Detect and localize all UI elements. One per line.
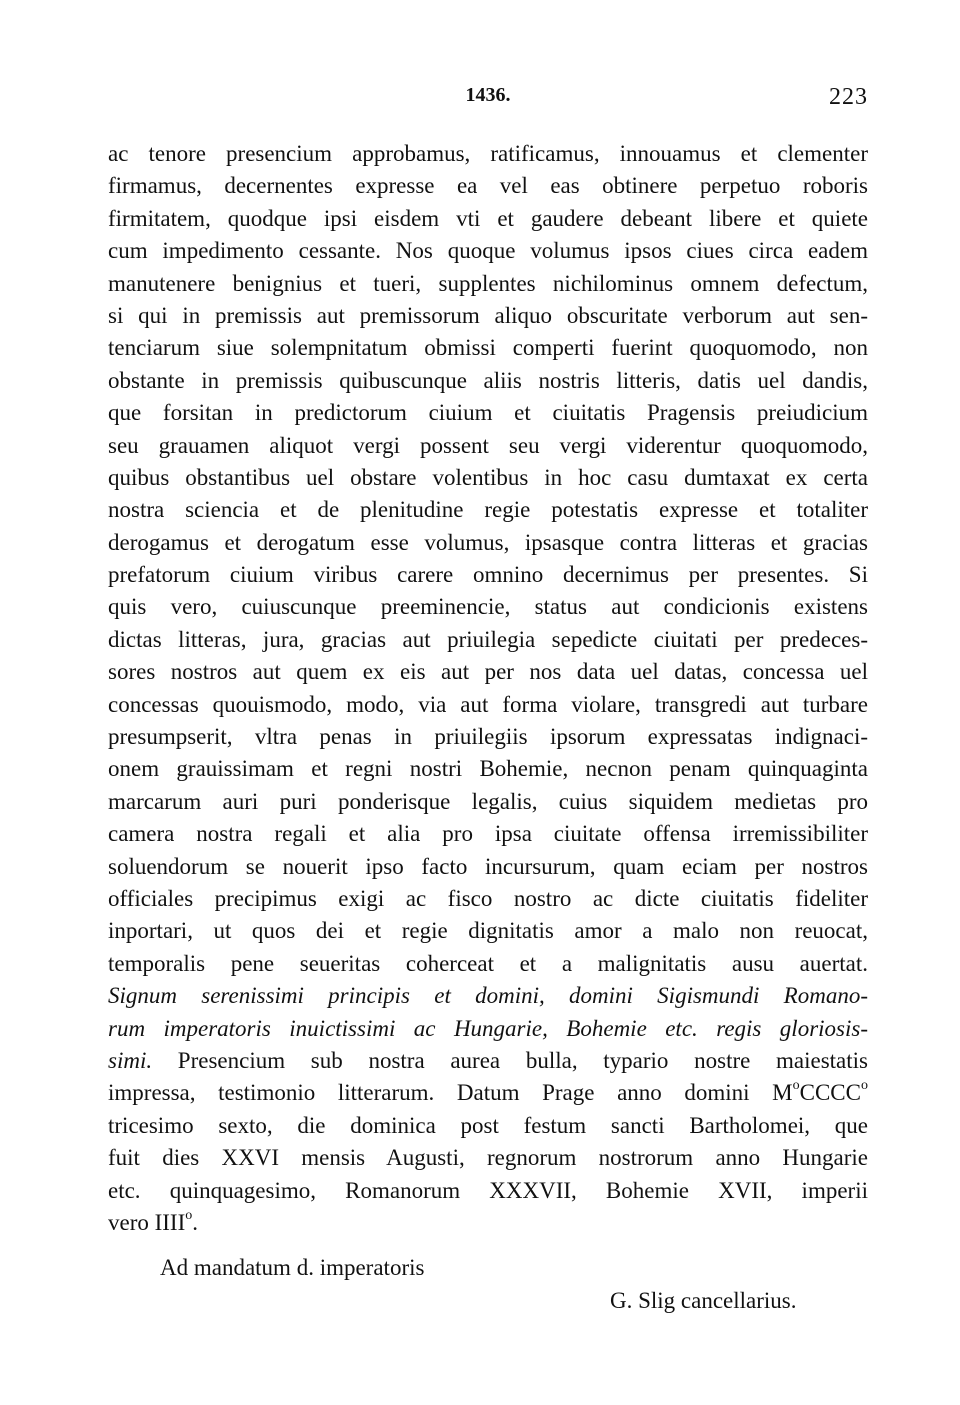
text-line: marcarum auri puri ponderisque legalis, cuius siquidem medietas pro — [108, 788, 868, 814]
text-line: si qui in premissis aut premissorum aliquo obscuritate verborum aut sen- — [108, 302, 868, 328]
text-line: tenciarum siue solempnitatum obmissi comperti fuerint quoquomodo, non — [108, 335, 868, 361]
date-year: $M^oCCCC^o$ — [772, 1078, 868, 1106]
running-header — [108, 84, 868, 114]
text-line: concessas quouismodo, modo, via aut forma violare, transgredi aut turbare — [108, 691, 868, 717]
text-line: temporalis pene seueritas coherceat et a malignitatis ausu auertat. — [108, 950, 868, 976]
text-line: camera nostra regali et alia pro ipsa ciuitate offensa irremissibiliter — [108, 821, 868, 847]
text-line: onem grauissimam et regni nostri Bohemie, necnon penam quinquaginta — [108, 756, 868, 782]
text-line: fuit dies XXVI mensis Augusti, regnorum nostrorum anno Hungarie — [108, 1145, 868, 1171]
signum-text: rum imperatoris inuictissimi ac Hungarie, Bohemie etc. regis gloriosis- — [108, 1015, 868, 1041]
text-line: prefatorum ciuium viribus carere omnino decernimus per presentes. Si — [108, 562, 868, 588]
text-line: tricesimo sexto, die dominica post festum sancti Bartholomei, que — [108, 1112, 868, 1138]
text-line: ac tenore presencium approbamus, ratificamus, innouamus et clementer — [108, 141, 868, 166]
header-year: 1436. — [465, 84, 511, 106]
text-line: quibus obstantibus uel obstare volentibus in hoc casu dumtaxat ex certa — [108, 464, 868, 490]
text-line — [108, 1045, 868, 1077]
page-number: 223 — [829, 84, 868, 110]
text-line — [108, 1077, 868, 1109]
text-line: officiales precipimus exigi ac fisco nostro ac dicte ciuitatis fideliter — [108, 885, 868, 911]
text-line: derogamus et derogatum esse volumus, ipsasque contra litteras et gracias — [108, 529, 868, 555]
text-line: soluendorum se nouerit ipso facto incursurum, quam eciam per nostros — [108, 853, 868, 879]
signum-line — [108, 1013, 868, 1045]
text-line: firmitatem, quodque ipsi eisdem vti et gaudere debeant libere et quiete — [108, 205, 868, 231]
signum-line — [108, 980, 868, 1012]
text-line: sores nostros aut quem ex eis aut per nos data uel datas, concessa uel — [108, 659, 868, 685]
charter-text — [108, 138, 868, 1239]
chancellor-signature: G. Slig cancellarius. — [610, 1288, 797, 1313]
text-line: firmamus, decernentes expresse ea vel eas obtinere perpetuo roboris — [108, 173, 868, 199]
text-line: seu grauamen aliquot vergi possent seu vergi viderentur quoquomodo, — [108, 432, 868, 458]
text-segment: Presencium sub nostra aurea bulla, typario nostre maiestatis — [152, 1047, 868, 1073]
text-line: que forsitan in predictorum ciuium et ciuitatis Pragensis preiudicium — [108, 400, 868, 426]
text-line: nostra sciencia et de plenitudine regie potestatis expresse et totaliter — [108, 497, 868, 523]
text-line: presumpserit, vltra penas in priuilegiis ipsorum expressatas indignaci- — [108, 724, 868, 750]
text-line: manutenere benignius et tueri, supplentes nichilominus omnem defectum, — [108, 270, 868, 296]
mandate-note: Ad mandatum d. imperatoris — [160, 1255, 425, 1280]
text-line: obstante in premissis quibuscunque aliis nostris litteris, datis uel dandis, — [108, 367, 868, 393]
signum-text: Signum serenissimi principis et domini, domini Sigismundi Romano- — [108, 983, 868, 1009]
text-line: quis vero, cuiuscunque preeminencie, status aut condicionis existens — [108, 594, 868, 620]
text-segment: impressa, testimonio litterarum. Datum Prage anno domini — [108, 1080, 750, 1106]
text-line: inportari, ut quos dei et regie dignitatis amor a malo non reuocat, — [108, 918, 868, 944]
text-line: cum impedimento cessante. Nos quoque volumus ipsos ciues circa eadem — [108, 238, 868, 264]
signum-end: simi. — [108, 1047, 153, 1073]
text-line: dictas litteras, jura, gracias aut priuilegia sepedicte ciuitati per predeces- — [108, 626, 868, 652]
text-line: vero IIII$^o$. — [108, 1207, 199, 1235]
text-line: etc. quinquagesimo, Romanorum XXXVII, Bohemie XVII, imperii — [108, 1177, 868, 1203]
